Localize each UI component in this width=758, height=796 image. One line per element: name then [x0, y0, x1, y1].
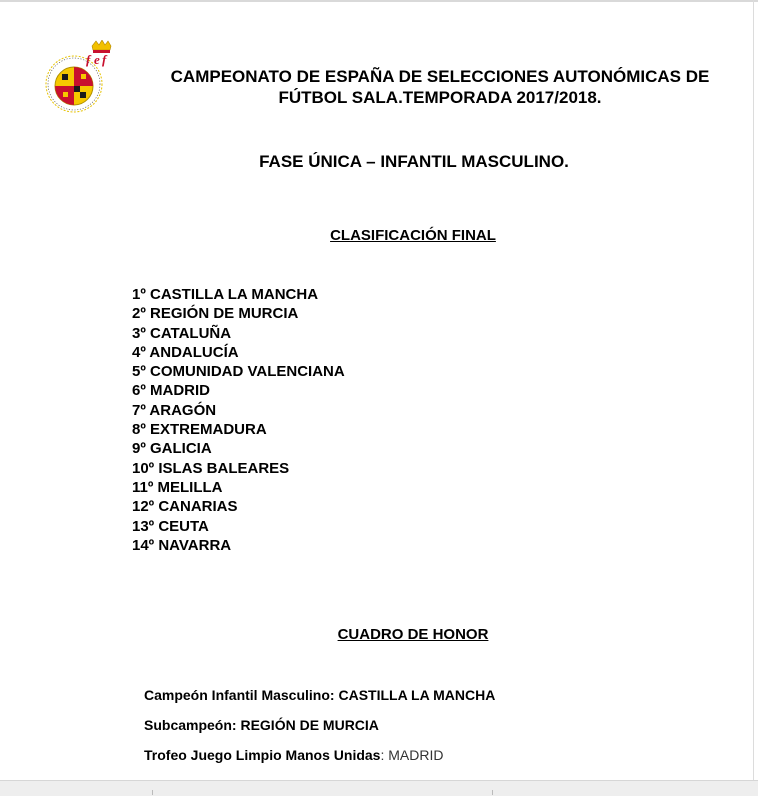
- rfef-crest-icon: [44, 40, 116, 118]
- svg-text:f: f: [86, 52, 91, 67]
- honor-champion: [144, 686, 495, 704]
- page-title: [140, 66, 740, 108]
- classification-heading: CLASIFICACIÓN FINAL: [330, 227, 496, 244]
- ranking-item: 8º EXTREMADURA: [132, 421, 267, 439]
- svg-text:f: f: [102, 52, 107, 67]
- ranking-item: 3º CATALUÑA: [132, 324, 232, 342]
- ranking-list: [132, 285, 345, 555]
- footer-divider: [492, 790, 493, 795]
- title-line-2: FÚTBOL SALA.TEMPORADA 2017/2018.: [278, 88, 602, 107]
- ranking-item: 12º CANARIAS: [132, 498, 238, 516]
- honor-runner-up: [144, 716, 379, 734]
- ranking-item: 10º ISLAS BALEARES: [132, 459, 290, 477]
- page-top-border: [0, 0, 758, 2]
- phase-heading: FASE ÚNICA – INFANTIL MASCULINO.: [259, 152, 569, 171]
- ranking-item: 14º NAVARRA: [132, 536, 232, 554]
- title-line-1: CAMPEONATO DE ESPAÑA DE SELECCIONES AUTONÓMICAS DE: [170, 67, 710, 86]
- page-footer-bar: [0, 780, 758, 796]
- page-right-border: [753, 0, 754, 780]
- honor-value: CASTILLA LA MANCHA: [338, 687, 496, 703]
- ranking-item: 9º GALICIA: [132, 440, 212, 458]
- honor-label: Subcampeón:: [144, 717, 241, 733]
- honor-label: Trofeo Juego Limpio Manos Unidas: [144, 747, 381, 763]
- ranking-item: 7º ARAGÓN: [132, 401, 217, 419]
- honor-value: : MADRID: [380, 747, 444, 763]
- honor-value: REGIÓN DE MURCIA: [240, 717, 379, 733]
- ranking-item: 13º CEUTA: [132, 517, 209, 535]
- ranking-item: 4º ANDALUCÍA: [132, 343, 239, 361]
- honor-fair-play: [144, 746, 443, 764]
- ranking-item: 1º CASTILLA LA MANCHA: [132, 286, 319, 303]
- ranking-item: 5º COMUNIDAD VALENCIANA: [132, 363, 345, 381]
- svg-text:e: e: [94, 52, 100, 67]
- honor-label: Campeón Infantil Masculino:: [144, 687, 339, 703]
- honor-heading: CUADRO DE HONOR: [337, 626, 489, 643]
- ranking-item: 6º MADRID: [132, 382, 210, 400]
- ranking-item: 2º REGIÓN DE MURCIA: [132, 305, 299, 323]
- ranking-item: 11º MELILLA: [132, 478, 223, 496]
- footer-divider: [152, 790, 153, 795]
